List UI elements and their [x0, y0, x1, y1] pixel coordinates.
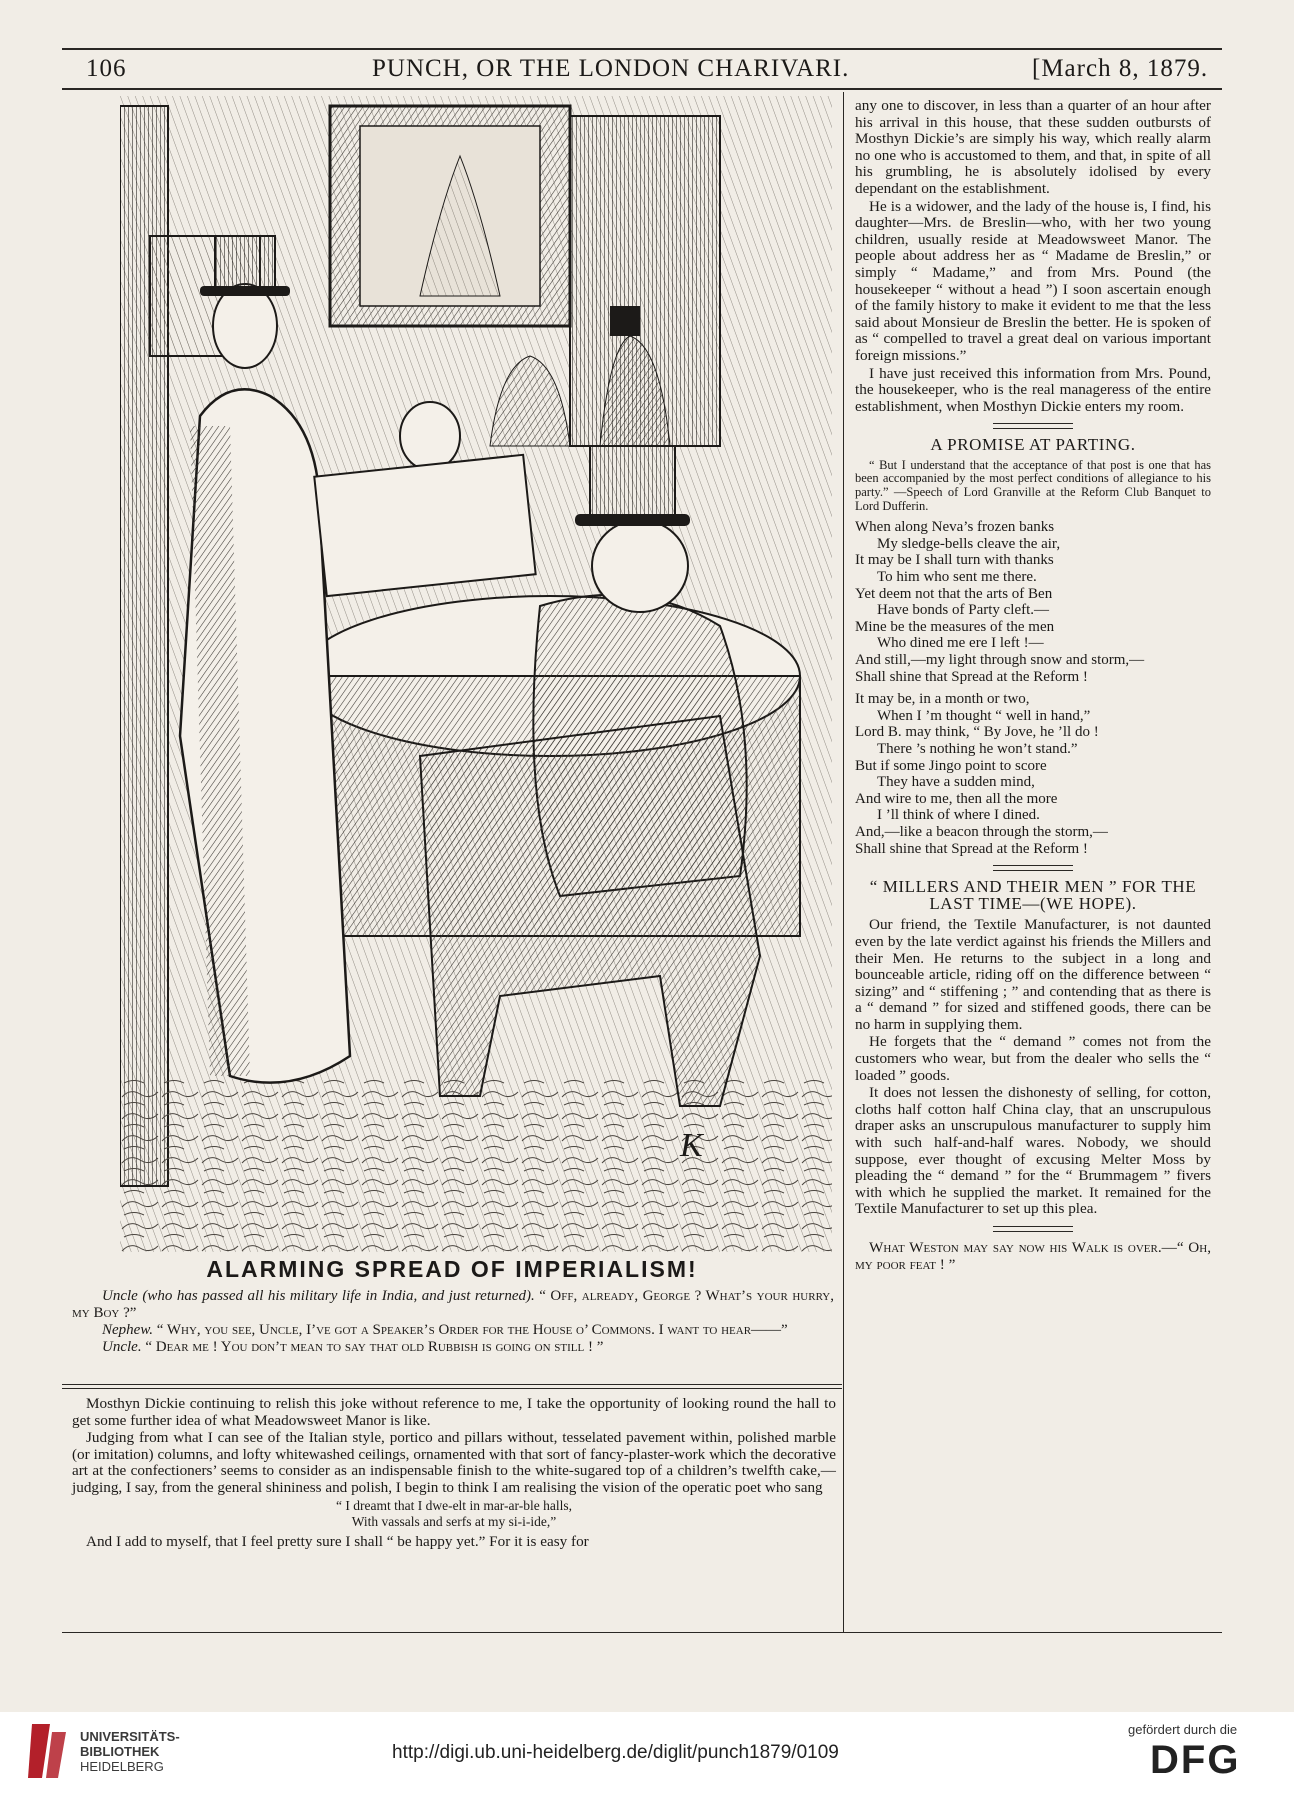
- speaker-uncle-2: Uncle.: [102, 1339, 142, 1355]
- poem-line: Lord B. may think, “ By Jove, he ’ll do !: [855, 724, 1099, 741]
- poem-line: There ’s nothing he won’t stand.”: [877, 740, 1078, 757]
- stage-direction: (who has passed all his military life in India, and just returned).: [142, 1288, 535, 1304]
- poem-line: When I ’m thought “ well in hand,”: [877, 707, 1091, 724]
- left-paragraph-2: Judging from what I can see of the Italian style, portico and pillars without, tesselated pavement within, polished marble (or imitation) columns, and lofty whitewashed ceilings, ornamented with that sort of fancy-plaster-work which the decorative art at the confectioners’ seems to consider as an indispensable finish to the white-sugared top of a children’s twelfth cake,—judging, I say, from the general shininess and polish, I begin to think I am realising the vision of the operatic poet who sang: [72, 1429, 836, 1496]
- poem-line: Have bonds of Party cleft.—: [877, 602, 1050, 619]
- cartoon-title: ALARMING SPREAD OF IMPERIALISM!: [206, 1256, 698, 1282]
- poem-title: A PROMISE AT PARTING.: [930, 435, 1136, 455]
- speaker-nephew: Nephew.: [102, 1322, 153, 1338]
- uncle-top-hat: [590, 446, 675, 521]
- poem-line: Shall shine that Spread at the Reform !: [855, 668, 1088, 685]
- section-separator-2: [993, 865, 1073, 871]
- newspaper: [314, 455, 535, 596]
- poem-line: And,—like a beacon through the storm,—: [855, 823, 1108, 840]
- uncle-line-2: “ Dear me ! You don’t mean to say that old Rubbish is going on still ! ”: [145, 1339, 604, 1355]
- uncle-hat-brim: [575, 514, 690, 526]
- engraving-illustration: [120, 96, 832, 1252]
- running-title: PUNCH, OR THE LONDON CHARIVARI.: [372, 55, 850, 82]
- funded-by-text: gefördert durch die: [1128, 1722, 1238, 1737]
- cartoon-dialogue: [72, 1288, 834, 1356]
- section-separator-1: [993, 423, 1073, 429]
- poem-line: They have a sudden mind,: [877, 774, 1035, 791]
- issue-date: [March 8, 1879.: [1032, 55, 1209, 82]
- poem-line: It may be I shall turn with thanks: [855, 552, 1054, 569]
- poem-epigraph: “ But I understand that the acceptance of that post is one that has been accompanied by the most perfect conditions of allegiance to his party.” —Speech of Lord Granville at the Reform Club Banquet to Lord Dufferin.: [855, 457, 1211, 513]
- poem-line: And wire to me, then all the more: [855, 790, 1058, 807]
- nephew-hat-brim: [200, 286, 290, 296]
- article-2-paragraph-1: Our friend, the Textile Manufacturer, is not daunted even by the late verdict against his friends the Millers and their Men. He returns to the subject in a long and bounceable article, riding off on the difference between “ sizing” and “ stiffening ; ” and contending that as there is a “ demand ” for sized and stiffened goods, there can be no harm in supplying them.: [855, 916, 1211, 1033]
- left-paragraph-3: And I add to myself, that I feel pretty sure I shall “ be happy yet.” For it is easy for: [86, 1532, 589, 1550]
- library-line-1: UNIVERSITÄTS-: [80, 1729, 180, 1744]
- poem-line: And still,—my light through snow and storm,—: [855, 652, 1145, 668]
- header-top-rule: [62, 48, 1222, 50]
- poem-line: It may be, in a month or two,: [855, 691, 1030, 708]
- poem-body: [855, 519, 1211, 857]
- poem-line: But if some Jingo point to score: [855, 757, 1047, 774]
- library-line-3: HEIDELBERG: [80, 1759, 164, 1774]
- poem-line: To him who sent me there.: [877, 569, 1037, 586]
- caption-rule-1: [62, 1384, 842, 1385]
- library-name: [80, 1729, 180, 1774]
- article-2-paragraph-2: He forgets that the “ demand ” comes not from the customers who wear, but from the dealer who sells the “ loaded ” goods.: [855, 1033, 1211, 1084]
- dfg-logo: DFG: [1150, 1738, 1241, 1782]
- library-logo-icon: [28, 1722, 70, 1780]
- column-divider: [843, 92, 844, 1632]
- nephew-top-hat: [215, 236, 275, 291]
- verse-line-2: With vassals and serfs at my si-i-ide,”: [351, 1514, 557, 1530]
- page-bottom-rule: [62, 1632, 1222, 1633]
- nephew-head: [213, 284, 277, 368]
- closing-squib: What Weston may say now his Walk is over.—“ Oh, my poor feat ! ”: [855, 1239, 1211, 1273]
- library-line-2: BIBLIOTHEK: [80, 1744, 160, 1759]
- caption-rule-2: [62, 1388, 842, 1389]
- header-bottom-rule: [62, 88, 1222, 90]
- speaker-uncle: Uncle: [102, 1288, 138, 1304]
- article-2-paragraph-3: It does not lessen the dishonesty of selling, for cotton, cloths half cotton half China clay, that an unscrupulous draper asks an unscrupulous manufacturer to supply him with such half-and-half wares. Nobody, we should suppose, ever thought of excusing Melter Moss by pleading the “ demand ” for the “ Brummagem ” fivers with which he supplied the market. It remained for the Textile Manufacturer to set up this plea.: [855, 1084, 1211, 1218]
- right-paragraph-1: any one to discover, in less than a quarter of an hour after his arrival in this house, that these sudden outbursts of Mosthyn Dickie’s are simply his way, which really alarm no one who is accustomed to them, and that, in spite of all his grumbling, he is absolutely idolised by every dependant on the establishment.: [855, 97, 1211, 197]
- article-2-title: “ MILLERS AND THEIR MEN ” FOR THE LAST TIME—(WE HOPE).: [869, 877, 1197, 913]
- source-url-link[interactable]: http://digi.ub.uni-heidelberg.de/diglit/punch1879/0109: [392, 1742, 839, 1763]
- uncle-head: [592, 520, 688, 612]
- left-paragraph-1: Mosthyn Dickie continuing to relish this joke without reference to me, I take the opportunity of looking round the hall to get some further idea of what Meadowsweet Manor is like.: [72, 1395, 836, 1429]
- poem-line: I ’ll think of where I dined.: [877, 807, 1040, 824]
- poem-line: My sledge-bells cleave the air,: [877, 535, 1061, 552]
- left-column-text: [72, 1396, 836, 1551]
- page-number: 106: [86, 55, 127, 82]
- floor: [120, 1076, 832, 1252]
- seated-reader-head: [400, 402, 460, 470]
- nephew-line: “ Why, you see, Uncle, I’ve got a Speaker’s Order for the House o’ Commons. I want to hear——”: [156, 1322, 788, 1338]
- poem-line: When along Neva’s frozen banks: [855, 519, 1055, 536]
- uncle-line-1: “ Off, already, George ? What’s your hurry, my Boy ?”: [72, 1288, 834, 1321]
- right-column-text: [855, 98, 1211, 1274]
- poem-line: Who dined me ere I left !—: [877, 635, 1044, 652]
- poem-line: Yet deem not that the arts of Ben: [855, 585, 1053, 602]
- artist-monogram: K: [680, 1127, 703, 1164]
- right-paragraph-2: He is a widower, and the lady of the house is, I find, his daughter—Mrs. de Breslin—who, with her two young children, usually reside at Meadowsweet Manor. The people about address her as “ Madame de Breslin,” or simply “ Madame,” and from Mrs. Pound (the housekeeper “ without a head ”) I soon ascertain enough of the family history to make it evident to me that the less said about Monsieur de Breslin the better. He is spoken of as “ compelled to travel a great deal on various important foreign missions.”: [855, 197, 1211, 364]
- bg-top-hat: [610, 306, 640, 336]
- right-paragraph-3: I have just received this information from Mrs. Pound, the housekeeper, who is the real manageress of the entire establishment, when Mosthyn Dickie enters my room.: [855, 364, 1211, 415]
- poem-line: Mine be the measures of the men: [855, 618, 1055, 635]
- section-separator-3: [993, 1226, 1073, 1232]
- verse-line-1: “ I dreamt that I dwe-elt in mar-ar-ble halls,: [336, 1497, 572, 1513]
- poem-line: Shall shine that Spread at the Reform !: [855, 840, 1088, 857]
